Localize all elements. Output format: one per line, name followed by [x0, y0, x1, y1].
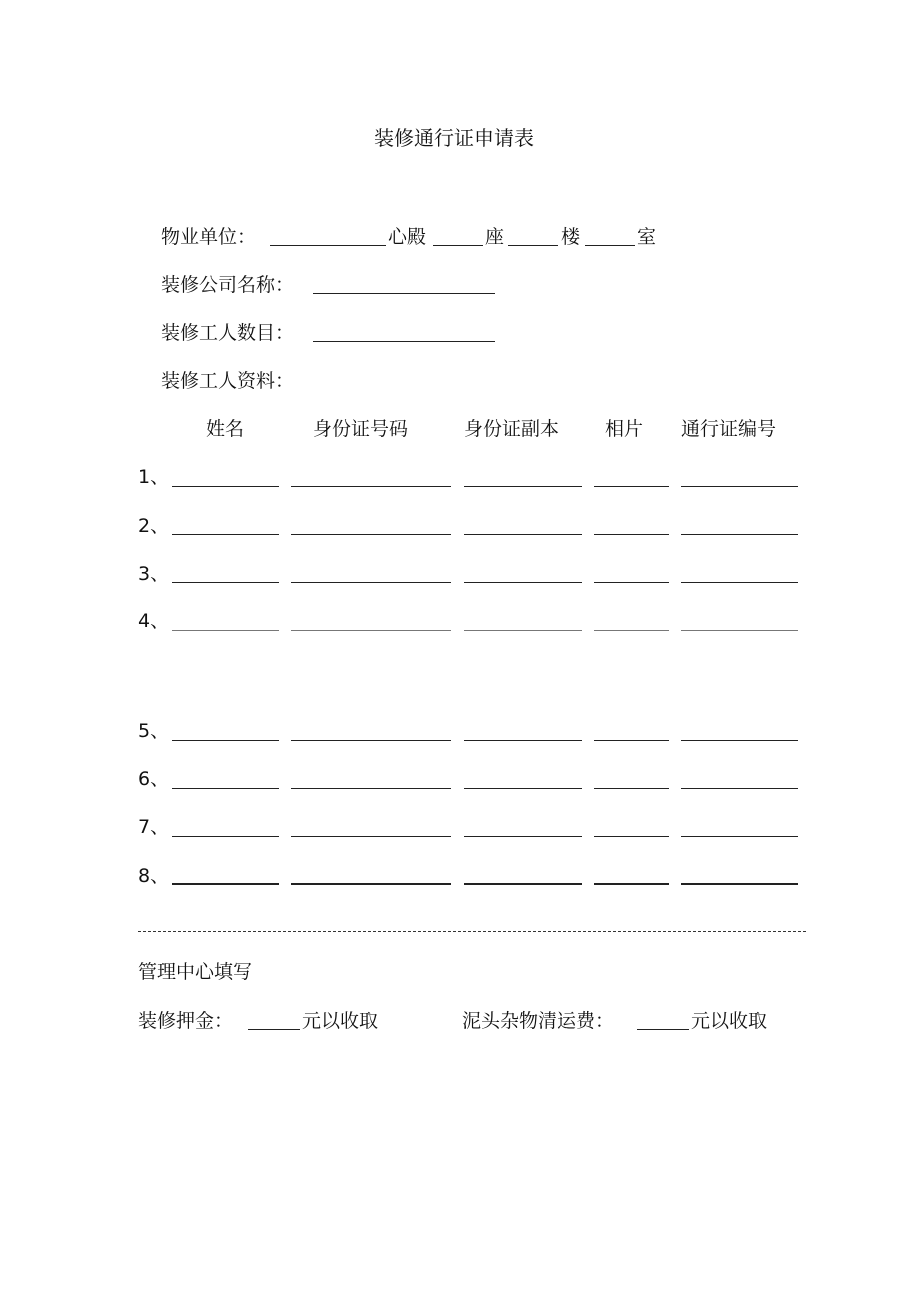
- row-number: 5、: [138, 720, 170, 742]
- block-input[interactable]: [433, 245, 483, 246]
- worker-count-input[interactable]: [313, 341, 495, 342]
- id-copy-input[interactable]: [464, 534, 582, 535]
- debris-fee-suffix: 元以收取: [691, 1010, 768, 1032]
- id-copy-input[interactable]: [464, 740, 582, 741]
- photo-input[interactable]: [594, 788, 669, 789]
- pass-number-input[interactable]: [681, 740, 798, 741]
- id-number-input[interactable]: [291, 740, 451, 741]
- building-label: 心殿: [388, 226, 427, 248]
- room-label: 室: [637, 226, 657, 248]
- pass-number-input[interactable]: [681, 836, 798, 837]
- id-number-input[interactable]: [291, 486, 451, 487]
- form-title: 装修通行证申请表: [374, 126, 534, 150]
- row-number: 7、: [138, 816, 170, 838]
- header-pass-number: 通行证编号: [681, 418, 777, 440]
- row-number: 2、: [138, 515, 170, 537]
- property-input[interactable]: [270, 245, 386, 246]
- deposit-label: 装修押金：: [138, 1010, 234, 1032]
- header-name: 姓名: [206, 418, 245, 440]
- floor-input[interactable]: [508, 245, 558, 246]
- name-input[interactable]: [172, 630, 279, 631]
- debris-fee-input[interactable]: [637, 1029, 689, 1030]
- pass-number-input[interactable]: [681, 486, 798, 487]
- pass-number-input[interactable]: [681, 788, 798, 789]
- id-copy-input[interactable]: [464, 582, 582, 583]
- photo-input[interactable]: [594, 486, 669, 487]
- row-number: 3、: [138, 563, 170, 585]
- name-input[interactable]: [172, 534, 279, 535]
- name-input[interactable]: [172, 740, 279, 741]
- floor-label: 楼: [561, 226, 581, 248]
- id-number-input[interactable]: [291, 788, 451, 789]
- row-number: 6、: [138, 768, 170, 790]
- deposit-input[interactable]: [248, 1029, 300, 1030]
- debris-fee-label: 泥头杂物清运费：: [462, 1010, 615, 1032]
- worker-count-label: 装修工人数目：: [161, 322, 295, 344]
- worker-info-label: 装修工人资料：: [161, 370, 295, 392]
- name-input[interactable]: [172, 883, 279, 885]
- photo-input[interactable]: [594, 740, 669, 741]
- deposit-suffix: 元以收取: [302, 1010, 379, 1032]
- block-label: 座: [485, 226, 505, 248]
- name-input[interactable]: [172, 582, 279, 583]
- header-id-number: 身份证号码: [313, 418, 409, 440]
- property-label: 物业单位：: [161, 226, 257, 248]
- photo-input[interactable]: [594, 630, 669, 631]
- header-id-copy: 身份证副本: [464, 418, 560, 440]
- pass-number-input[interactable]: [681, 582, 798, 583]
- row-number: 8、: [138, 865, 170, 887]
- id-number-input[interactable]: [291, 836, 451, 837]
- photo-input[interactable]: [594, 836, 669, 837]
- section-divider: [138, 931, 806, 932]
- id-copy-input[interactable]: [464, 788, 582, 789]
- row-number: 4、: [138, 610, 170, 632]
- id-number-input[interactable]: [291, 534, 451, 535]
- name-input[interactable]: [172, 788, 279, 789]
- id-copy-input[interactable]: [464, 630, 582, 631]
- photo-input[interactable]: [594, 883, 669, 885]
- photo-input[interactable]: [594, 582, 669, 583]
- id-number-input[interactable]: [291, 582, 451, 583]
- company-label: 装修公司名称：: [161, 274, 295, 296]
- pass-number-input[interactable]: [681, 534, 798, 535]
- id-copy-input[interactable]: [464, 883, 582, 885]
- name-input[interactable]: [172, 486, 279, 487]
- management-heading: 管理中心填写: [138, 961, 253, 983]
- company-input[interactable]: [313, 293, 495, 294]
- id-copy-input[interactable]: [464, 836, 582, 837]
- id-copy-input[interactable]: [464, 486, 582, 487]
- name-input[interactable]: [172, 836, 279, 837]
- header-photo: 相片: [605, 418, 644, 440]
- id-number-input[interactable]: [291, 630, 451, 631]
- pass-number-input[interactable]: [681, 883, 798, 885]
- pass-number-input[interactable]: [681, 630, 798, 631]
- id-number-input[interactable]: [291, 883, 451, 885]
- photo-input[interactable]: [594, 534, 669, 535]
- room-input[interactable]: [585, 245, 635, 246]
- row-number: 1、: [138, 466, 170, 488]
